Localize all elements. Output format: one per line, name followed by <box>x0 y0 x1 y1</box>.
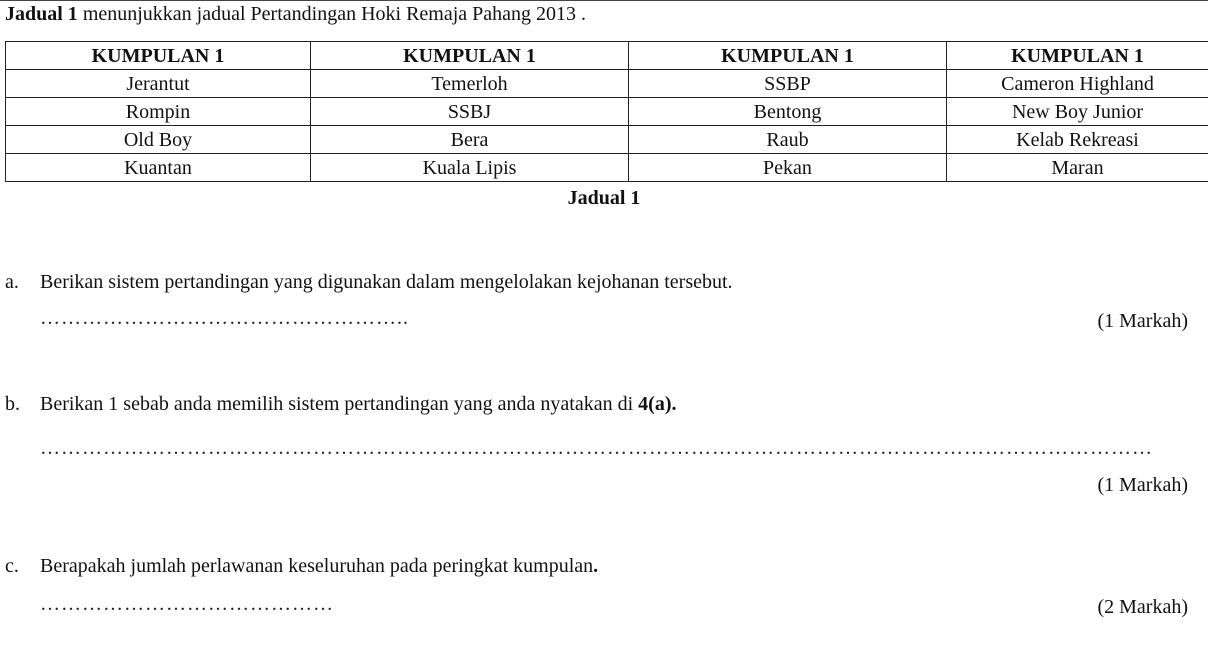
table-cell: SSBP <box>629 70 947 98</box>
top-rule <box>0 0 1208 1</box>
table-cell: Rompin <box>6 98 311 126</box>
table-cell: SSBJ <box>311 98 629 126</box>
table-cell: Pekan <box>629 154 947 182</box>
question-a <box>5 270 733 294</box>
table-caption: Jadual 1 <box>567 187 641 209</box>
question-text: Berikan sistem pertandingan yang digunakan dalam mengelolakan kejohanan tersebut. <box>40 271 733 293</box>
intro-text <box>5 2 586 26</box>
table-cell: Kelab Rekreasi <box>947 126 1208 154</box>
header-row <box>6 42 1208 70</box>
header-cell: KUMPULAN 1 <box>947 42 1208 70</box>
table-cell: New Boy Junior <box>947 98 1208 126</box>
table-cell: Maran <box>947 154 1208 182</box>
marks-b: (1 Markah) <box>1097 474 1188 496</box>
answer-line-c[interactable]: …………………………………… <box>40 594 334 614</box>
question-text: Berapakah jumlah perlawanan keseluruhan pada peringkat kumpulan <box>40 555 594 577</box>
table-cell: Kuantan <box>6 154 311 182</box>
answer-line-a[interactable]: …………………………………………….. <box>40 308 409 328</box>
table-row <box>6 98 1208 126</box>
question-b <box>5 392 676 416</box>
table-cell: Bera <box>311 126 629 154</box>
table-cell: Jerantut <box>6 70 311 98</box>
header-cell: KUMPULAN 1 <box>6 42 311 70</box>
schedule-table <box>5 41 1208 182</box>
question-ref: 4(a). <box>638 393 677 415</box>
table-cell: Cameron Highland <box>947 70 1208 98</box>
table-cell: Old Boy <box>6 126 311 154</box>
header-cell: KUMPULAN 1 <box>629 42 947 70</box>
marks-a: (1 Markah) <box>1097 310 1188 332</box>
table-row <box>6 126 1208 154</box>
header-cell: KUMPULAN 1 <box>311 42 629 70</box>
marks-c: (2 Markah) <box>1097 596 1188 618</box>
question-end: . <box>593 555 599 577</box>
intro-bold: Jadual 1 <box>5 3 78 25</box>
question-letter: a. <box>5 271 19 293</box>
question-text: Berikan 1 sebab anda memilih sistem pertandingan yang anda nyatakan di <box>40 393 639 415</box>
question-letter: b. <box>5 393 20 415</box>
answer-line-b[interactable]: …………………………………………………………………………………………………………………………………………… <box>40 438 1153 458</box>
question-letter: c. <box>5 555 19 577</box>
question-c <box>5 554 598 578</box>
intro-rest: menunjukkan jadual Pertandingan Hoki Remaja Pahang 2013 . <box>77 3 587 25</box>
table-cell: Raub <box>629 126 947 154</box>
table-cell: Bentong <box>629 98 947 126</box>
table-row <box>6 154 1208 182</box>
table-row <box>6 70 1208 98</box>
table-cell: Temerloh <box>311 70 629 98</box>
table-cell: Kuala Lipis <box>311 154 629 182</box>
